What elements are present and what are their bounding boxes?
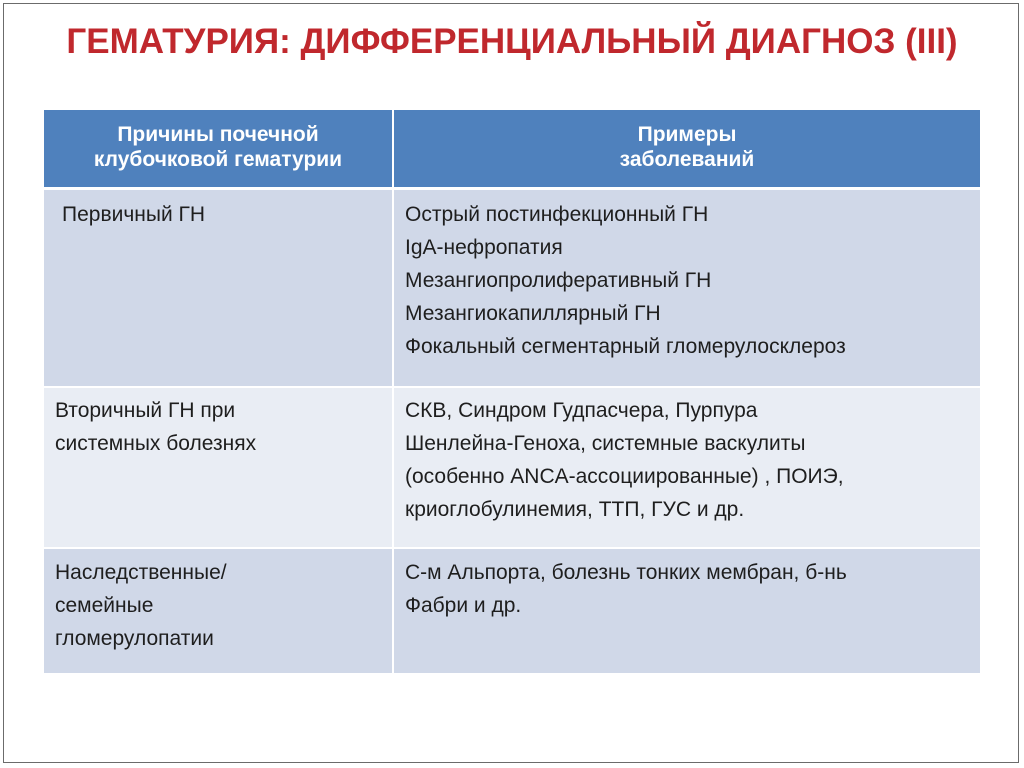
table-row — [44, 188, 980, 387]
header-examples — [393, 110, 980, 188]
cause-text: Вторичный ГН при — [55, 399, 236, 422]
example-item: Острый постинфекционный ГН — [405, 202, 709, 226]
example-item: С-м Альпорта, болезнь тонких мембран, б-нь — [405, 561, 847, 584]
example-item: Фабри и др. — [405, 594, 522, 617]
table-header-row — [44, 110, 980, 188]
header-causes — [44, 110, 393, 188]
cause-text: системных болезнях — [55, 432, 257, 455]
example-item: Мезангиокапиллярный ГН — [405, 301, 661, 325]
header-examples-line: Примеры — [637, 123, 737, 146]
table-row — [44, 387, 980, 548]
slide-title: ГЕМАТУРИЯ: ДИФФЕРЕНЦИАЛЬНЫЙ ДИАГНОЗ (III) — [66, 22, 958, 61]
cause-cell — [44, 188, 393, 387]
cause-text: гломерулопатии — [55, 627, 214, 650]
example-item: Шенлейна-Геноха, системные васкулиты — [405, 432, 806, 455]
header-causes-line: Причины почечной — [117, 123, 319, 146]
example-item: Мезангиопролиферативный ГН — [405, 268, 712, 292]
cause-cell — [44, 548, 393, 674]
example-item: криоглобулинемия, ТТП, ГУС и др. — [405, 498, 745, 521]
header-examples-line: заболеваний — [619, 148, 755, 171]
example-item: СКВ, Синдром Гудпасчера, Пурпура — [405, 399, 758, 422]
header-causes-line: клубочковой гематурии — [93, 148, 343, 171]
differential-diagnosis-table — [44, 110, 980, 675]
cause-text: Первичный ГН — [62, 202, 206, 226]
cause-text: Наследственные/ — [55, 561, 227, 584]
example-item: IgA-нефропатия — [405, 235, 563, 259]
examples-cell — [393, 188, 980, 387]
example-item: Фокальный сегментарный гломерулосклероз — [405, 334, 846, 358]
cause-cell — [44, 387, 393, 548]
cause-text: семейные — [55, 594, 154, 617]
examples-cell — [393, 548, 980, 674]
examples-cell — [393, 387, 980, 548]
example-item: (особенно ANCA-ассоциированные) , ПОИЭ, — [405, 465, 844, 488]
table-row — [44, 548, 980, 674]
